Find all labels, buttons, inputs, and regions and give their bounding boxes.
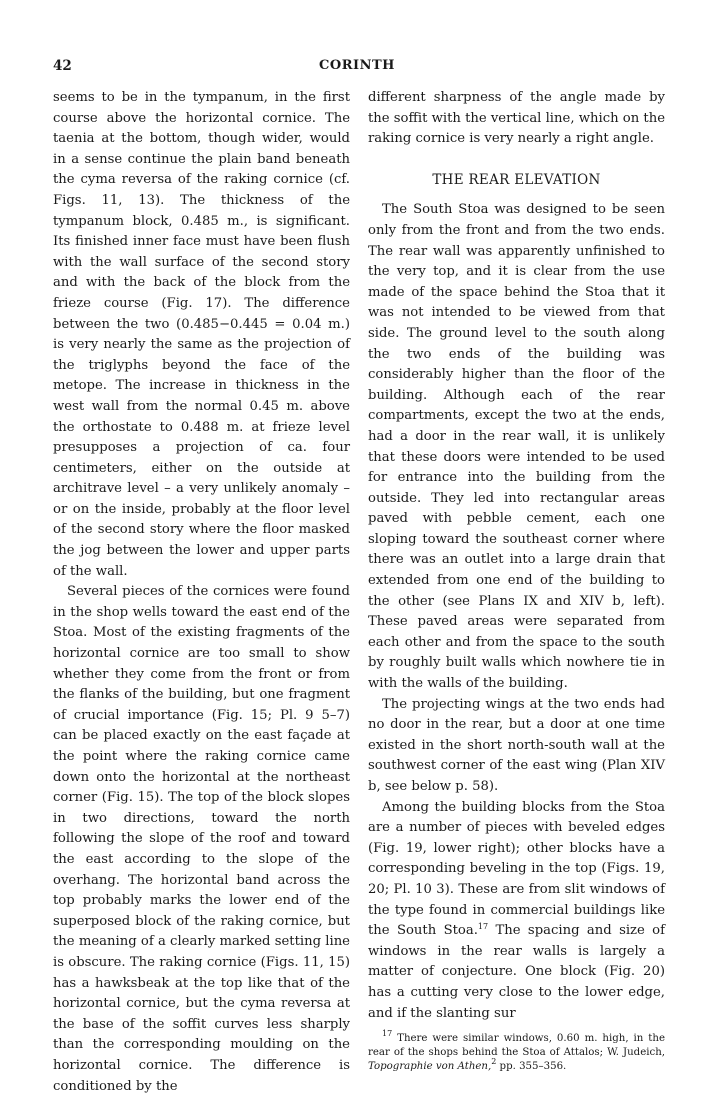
left-column <box>53 88 350 1097</box>
footnote <box>368 1029 665 1074</box>
paragraph-continued-right: different sharpness of the angle made by the soffit with the vertical line, which on the raking cornice is very nearly a right angle. <box>368 90 665 147</box>
windows-text-part-2: The spacing and size of windows in the rear walls is largely a matter of conjecture. One block (Fig. 20) has a cutting very close to the lower edge, and if the slanting sur <box>368 923 665 1021</box>
paragraph-continued: seems to be in the tympanum, in the first course above the horizontal cornice. The taenia at the bottom, though wider, would in a sense continue the plain band beneath the cyma reversa of the raking cornice (cf. Figs. 11, 13). The thickness of the tympanum block, 0.485 m., is significant. Its finished inner face must have been flush with the wall surface of the second story and with the back of the block from the frieze course (Fig. 17). The difference between the two (0.485−0.445 = 0.04 m.) is very nearly the same as the projection of the triglyphs beyond the face of the metope. The increase in thickness in the west wall from the normal 0.45 m. above the orthostate to 0.488 m. at frieze level presupposes a projection of ca. four centimeters, either on the outside at architrave level – a very unlikely anomaly – or on the inside, probably at the floor level of the second story where the floor masked the jog between the lower and upper parts of the wall. <box>53 90 350 579</box>
footnote-edition: 2 <box>491 1057 497 1067</box>
section-heading-rear-elevation: THE REAR ELEVATION <box>432 171 601 188</box>
footnote-book-title: Topographie von Athen, <box>368 1061 492 1073</box>
paragraph-cornices: Several pieces of the cornices were found in the shop wells toward the east end of the Stoa. Most of the existing fragments of the horizontal cornice are too small to show whether they come from the front or from the flanks of the building, but one fragment of crucial importance (Fig. 15; Pl. 9 5–7) can be placed exactly on the east façade at the point where the raking cornice came down onto the horizontal at the northeast corner (Fig. 15). The top of the block slopes in two directions, toward the north following the slope of the roof and toward the east according to the slope of the overhang. The horizontal band across the top probably marks the lower end of the superposed block of the raking cornice, but the meaning of a clearly marked setting line is obscure. The raking cornice (Figs. 11, 15) has a hawksbeak at the top like that of the horizontal cornice, but the cyma reversa at the base of the soffit curves less sharply than the corresponding moulding on the horizontal cornice. The difference is conditioned by the <box>53 584 350 1094</box>
footnote-body-2: pp. 355–356. <box>496 1061 567 1073</box>
running-head: CORINTH <box>319 58 395 73</box>
windows-text-part-1: Among the building blocks from the Stoa are a number of pieces with beveled edges (Fig. 19, lower right); other blocks have a corresponding beveling in the top (Figs. 19, 20; Pl. 10 3). These are from slit windows of the type found in commercial buildings like the South Stoa. <box>368 799 665 939</box>
footnote-reference: 17 <box>477 922 489 932</box>
paragraph-projecting-wings: The projecting wings at the two ends had no door in the rear, but a door at one time existed in the short north-south wall at the southwest corner of the east wing (Plan XIV b, see below p. 58). <box>368 696 665 794</box>
footnote-number: 17 <box>382 1029 393 1039</box>
footnote-body-1: There were similar windows, 0.60 m. high, in the rear of the shops behind the Stoa of Attalos; W. Judeich, <box>368 1033 665 1059</box>
page-number: 42 <box>53 58 72 74</box>
footnote-text <box>368 1029 665 1074</box>
right-column <box>368 88 665 1074</box>
paragraph-rear-wall: The South Stoa was designed to be seen only from the front and from the two ends. The rear wall was apparently unfinished to the very top, and it is clear from the use made of the space behind the Stoa that it was not intended to be viewed from that side. The ground level to the south along the two ends of the building was considerably higher than the floor of the building. Although each of the rear compartments, except the two at the ends, had a door in the rear wall, it is unlikely that these doors were intended to be used for entrance into the building from the outside. They led into rectangular areas paved with pebble cement, each one sloping toward the southeast corner where there was an outlet into a large drain that extended from one end of the building to the other (see Plans IX and XIV b, left). These paved areas were separated from each other and from the space to the south by roughly built walls which nowhere tie in with the walls of the building. <box>368 202 665 692</box>
paragraph-windows <box>368 798 665 1025</box>
